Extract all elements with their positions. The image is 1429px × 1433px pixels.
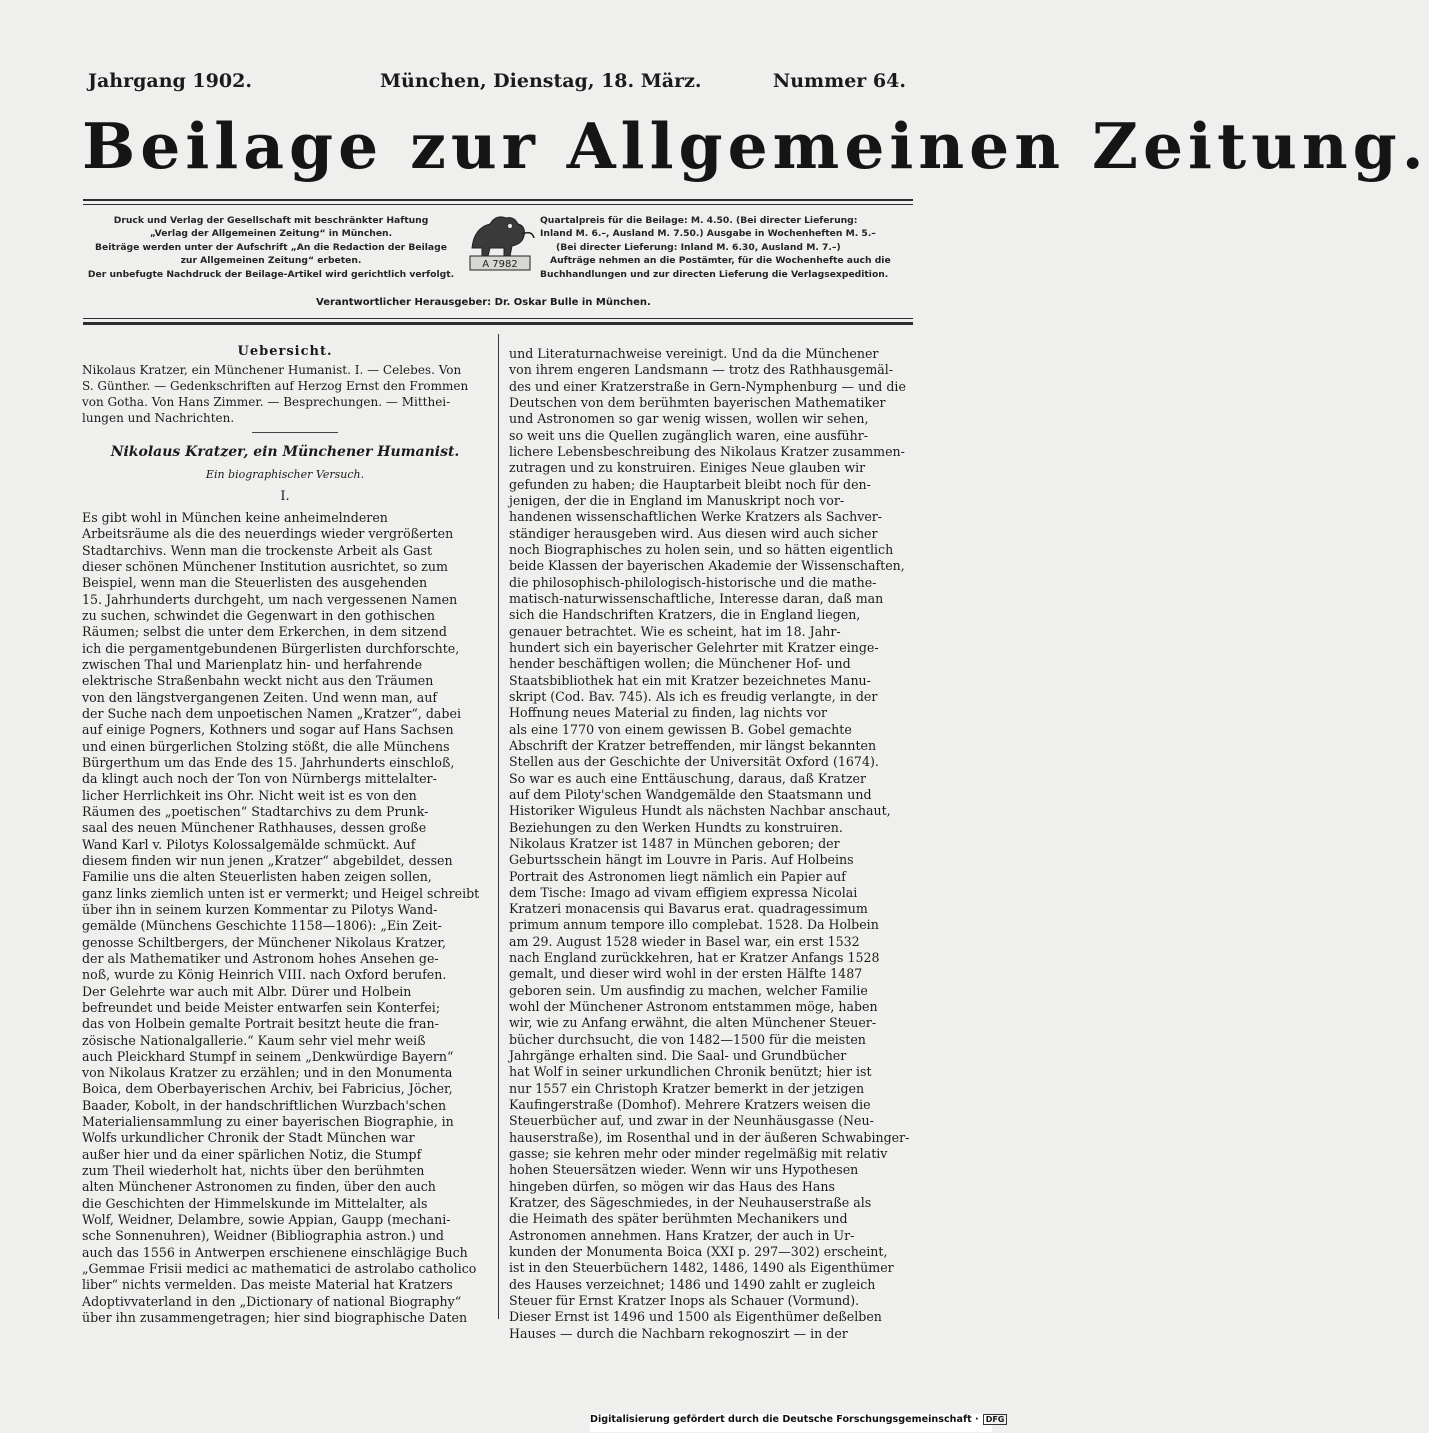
text-line: hundert sich ein bayerischer Gelehrter mit Kratzer einge- [509, 639, 879, 655]
text-line: des und einer Kratzerstraße in Gern-Nymphenburg — und die [509, 378, 906, 394]
text-line: zösische Nationalgallerie.“ Kaum sehr viel mehr weiß [82, 1032, 426, 1048]
text-line: handenen wissenschaftlichen Werke Kratzers als Sachver- [509, 509, 883, 525]
text-line: nach England zurückkehren, hat er Kratzer Anfangs 1528 [509, 950, 880, 966]
text-line: von ihrem engeren Landsmann — trotz des Rathhausgemäl- [509, 362, 894, 378]
masthead-title: Beilage zur Allgemeinen Zeitung. [82, 109, 1429, 183]
text-line: ganz links ziemlich unten ist er vermerkt; und Heigel schreibt [82, 885, 480, 901]
info-line: Der unbefugte Nachdruck der Beilage-Artikel wird gerichtlich verfolgt. [87, 268, 455, 280]
responsible-editor: Verantwortlicher Herausgeber: Dr. Oskar Bulle in München. [316, 297, 651, 308]
text-line: Deutschen von dem berühmten bayerischen Mathematiker [509, 394, 886, 410]
publisher-info-left [82, 214, 460, 281]
text-line: Nikolaus Kratzer ist 1487 in München geboren; der [509, 835, 840, 851]
text-line: Beispiel, wenn man die Steuerlisten des ausgehenden [82, 575, 428, 591]
text-line: dieser schönen Münchener Institution ausrichtet, so zum [82, 558, 448, 574]
text-line: noch Biographisches zu holen sein, und so hätten eigentlich [509, 541, 894, 557]
text-line: Hoffnung neues Material zu finden, lag nichts vor [509, 705, 828, 721]
issue-header [88, 70, 906, 96]
text-line: auf dem Piloty'schen Wandgemälde den Staatsmann und [509, 786, 872, 802]
text-line: gemalt, und dieser wird wohl in der ersten Hälfte 1487 [509, 966, 863, 982]
text-line: Wolfs urkundlicher Chronik der Stadt München war [82, 1130, 415, 1146]
text-line: wir, wie zu Anfang erwähnt, die alten Münchener Steuer- [509, 1015, 877, 1031]
text-line: alten Münchener Astronomen zu finden, über den auch [82, 1179, 436, 1195]
text-line: beide Klassen der bayerischen Akademie der Wissenschaften, [509, 558, 905, 574]
text-line: wohl der Münchener Astronom entstammen möge, haben [509, 999, 878, 1015]
text-line: „Gemmae Frisii medici ac mathematici de astrolabo catholico [82, 1261, 477, 1277]
text-line: Steuer für Ernst Kratzer Inops als Schauer (Vormund). [509, 1293, 860, 1309]
issue-number: Nummer 64. [772, 70, 906, 92]
volume-year: Jahrgang 1902. [88, 70, 252, 92]
text-line: Baader, Kobolt, in der handschriftlichen Wurzbach'schen [82, 1097, 447, 1113]
text-line: elektrische Straßenbahn weckt nicht aus den Träumen [82, 673, 434, 689]
text-line: und Literaturnachweise vereinigt. Und da die Münchener [509, 346, 879, 361]
text-line: Stadtarchivs. Wenn man die trockenste Arbeit als Gast [82, 542, 433, 558]
text-line: auch Pleickhard Stumpf in seinem „Denkwürdige Bayern“ [82, 1048, 454, 1064]
article-column-left [82, 510, 488, 1326]
text-line: geboren sein. Um ausfindig zu machen, welcher Familie [509, 982, 868, 998]
overview-contents [82, 362, 488, 426]
info-line: Beiträge werden unter der Aufschrift „An die Redaction der Beilage [95, 241, 447, 253]
masthead-rule-thick [83, 199, 913, 201]
text-line: am 29. August 1528 wieder in Basel war, ein erst 1532 [509, 933, 860, 949]
text-line: hender beschäftigen wollen; die Münchener Hof- und [509, 656, 851, 672]
info-line: Inland M. 6.–, Ausland M. 7.50.) Ausgabe in Wochenheften M. 5.– [540, 228, 876, 240]
text-line: ich die pergamentgebundenen Bürgerlisten durchforschte, [82, 640, 460, 656]
text-line: außer hier und da einer spärlichen Notiz, die Stumpf [82, 1146, 422, 1162]
text-line: Der Gelehrte war auch mit Albr. Dürer und Holbein [82, 983, 412, 999]
text-line: Portrait des Astronomen liegt nämlich ein Papier auf [509, 868, 846, 884]
text-line: genauer betrachtet. Wie es scheint, hat im 18. Jahr- [509, 623, 841, 639]
overview-heading: Uebersicht. [237, 344, 333, 359]
text-line: primum annum tempore illo complebat. 1528. Da Holbein [509, 917, 879, 933]
text-line: Räumen des „poetischen“ Stadtarchivs zu dem Prunk- [82, 803, 429, 819]
text-line: da klingt auch noch der Ton von Nürnbergs mittelalter- [82, 771, 437, 787]
text-line: Stellen aus der Geschichte der Universität Oxford (1674). [509, 754, 879, 770]
text-line: Räumen; selbst die unter dem Erkerchen, in dem sitzend [82, 624, 447, 640]
text-line: Familie uns die alten Steuerlisten haben zeigen sollen, [82, 869, 432, 885]
text-line: Abschrift der Kratzer betreffenden, mir längst bekannten [509, 737, 877, 753]
text-line: zum Theil wiederholt hat, nichts über den berühmten [82, 1163, 425, 1179]
text-line: ständiger herausgeben wird. Aus diesen wird auch sicher [509, 525, 878, 541]
text-line: hohen Steuersätzen wieder. Wenn wir uns Hypothesen [509, 1162, 859, 1178]
text-line: So war es auch eine Enttäuschung, daraus, daß Kratzer [509, 770, 867, 786]
text-line: liber“ nichts vermelden. Das meiste Material hat Kratzers [82, 1277, 453, 1293]
text-line: genosse Schiltbergers, der Münchener Nikolaus Kratzer, [82, 934, 446, 950]
subscription-info-right [540, 214, 916, 281]
text-line: Astronomen annehmen. Hans Kratzer, der auch in Ur- [509, 1227, 855, 1243]
text-line: von den längstvergangenen Zeiten. Und wenn man, auf [82, 689, 438, 705]
text-line: Steuerbücher auf, und zwar in der Neunhäusgasse (Neu- [509, 1113, 874, 1129]
text-line: und einen bürgerlichen Stolzing stößt, die alle Münchens [82, 738, 450, 754]
footer-text: Digitalisierung gefördert durch die Deutsche Forschungsgemeinschaft · [590, 1414, 979, 1425]
header-rule-thick [83, 322, 913, 325]
text-line: Beziehungen zu den Werken Hundts zu konstruiren. [509, 819, 843, 835]
text-line: Adoptivvaterland in den „Dictionary of national Biography“ [82, 1293, 462, 1309]
text-line: nur 1557 ein Christoph Kratzer bemerkt in der jetzigen [509, 1080, 865, 1096]
masthead-rule-thin [83, 204, 913, 205]
text-line: Staatsbibliothek hat ein mit Kratzer bezeichnetes Manu- [509, 672, 871, 688]
text-line: saal des neuen Münchener Rathhauses, dessen große [82, 820, 427, 836]
text-line: Historiker Wiguleus Hundt als nächsten Nachbar anschaut, [509, 803, 891, 819]
text-line: Es gibt wohl in München keine anheimelnderen [82, 510, 388, 525]
text-line: von Nikolaus Kratzer zu erzählen; und in den Monumenta [82, 1065, 453, 1081]
text-line: Dieser Ernst ist 1496 und 1500 als Eigenthümer deßelben [509, 1309, 882, 1325]
text-line: Wand Karl v. Pilotys Kolossalgemälde schmückt. Auf [82, 836, 416, 852]
text-line: hat Wolf in seiner urkundlichen Chronik benützt; hier ist [509, 1064, 872, 1080]
text-line: Arbeitsräume als die des neuerdings wieder vergrößerten [82, 526, 454, 542]
text-line: bücher durchsucht, die von 1482—1500 für die meisten [509, 1031, 866, 1047]
text-line: 15. Jahrhunderts durchgeht, um nach vergessenen Namen [82, 591, 458, 607]
emblem-label: A 7982 [482, 259, 518, 270]
text-line: ist in den Steuerbüchern 1482, 1486, 1490 als Eigenthümer [509, 1260, 894, 1276]
text-line: Jahrgänge erhalten sind. Die Saal- und Grundbücher [509, 1048, 847, 1064]
digitization-footer [590, 1414, 1005, 1432]
lion-emblem-icon [462, 208, 538, 274]
text-line: des Hauses verzeichnet; 1486 und 1490 zahlt er zugleich [509, 1276, 876, 1292]
text-line: Boica, dem Oberbayerischen Archiv, bei Fabricius, Jöcher, [82, 1081, 453, 1097]
header-rule-thin [83, 318, 913, 319]
text-line: als eine 1770 von einem gewissen B. Gobel gemachte [509, 721, 852, 737]
text-line: über ihn in seinem kurzen Kommentar zu Pilotys Wand- [82, 901, 438, 917]
text-line: noß, wurde zu König Heinrich VIII. nach Oxford berufen. [82, 967, 447, 983]
text-line: der Suche nach dem unpoetischen Namen „Kratzer“, dabei [82, 705, 461, 721]
text-line: zutragen und zu konstruiren. Einiges Neue glauben wir [509, 460, 866, 476]
article-title: Nikolaus Kratzer, ein Münchener Humanist. [110, 444, 460, 460]
article-column-right [509, 346, 915, 1342]
text-line: hauserstraße), im Rosenthal und in der äußeren Schwabinger- [509, 1129, 910, 1145]
text-line: licher Herrlichkeit ins Ohr. Nicht weit ist es von den [82, 787, 417, 803]
text-line: Materialiensammlung zu einer bayerischen Biographie, in [82, 1114, 454, 1130]
overview-line: lungen und Nachrichten. [82, 411, 235, 425]
info-line: Buchhandlungen und zur directen Lieferung die Verlagsexpedition. [540, 268, 889, 280]
text-line: skript (Cod. Bav. 745). Als ich es freudig verlangte, in der [509, 688, 878, 704]
text-line: befreundet und beide Meister entwarfen sein Konterfei; [82, 999, 441, 1015]
text-line: Kratzeri monacensis qui Bavarus erat. quadragessimum [509, 901, 868, 917]
text-line: so weit uns die Quellen zugänglich waren, eine ausführ- [509, 427, 868, 443]
text-line: gefunden zu haben; die Hauptarbeit bleibt noch für den- [509, 476, 871, 492]
text-line: jenigen, der die in England im Manuskript noch vor- [509, 492, 845, 508]
text-line: Kratzer, des Sägeschmiedes, in der Neuhauserstraße als [509, 1195, 872, 1211]
text-line: zu suchen, schwindet die Gegenwart in den gothischen [82, 607, 436, 623]
overview-line: S. Günther. — Gedenkschriften auf Herzog Ernst den Frommen [82, 379, 469, 393]
text-line: Kaufingerstraße (Domhof). Mehrere Kratzers weisen die [509, 1097, 871, 1113]
info-line: Aufträge nehmen an die Postämter, für die Wochenhefte auch die [550, 255, 891, 267]
text-line: der als Mathematiker und Astronom hohes Ansehen ge- [82, 950, 439, 966]
text-line: Bürgerthum um das Ende des 15. Jahrhunderts einschloß, [82, 754, 455, 770]
text-line: über ihn zusammengetragen; hier sind biographische Daten [82, 1310, 468, 1326]
text-line: das von Holbein gemalte Portrait besitzt heute die fran- [82, 1016, 439, 1032]
text-line: gasse; sie kehren mehr oder minder regelmäßig mit relativ [509, 1146, 888, 1162]
info-line: Druck und Verlag der Gesellschaft mit beschränkter Haftung [113, 215, 429, 226]
dfg-logo: DFG [983, 1414, 1008, 1425]
text-line: Wolf, Weidner, Delambre, sowie Appian, Gaupp (mechani- [82, 1212, 451, 1228]
article-part-number: I. [280, 489, 290, 504]
text-line: sich die Handschriften Kratzers, die in England liegen, [509, 607, 861, 623]
place-date: München, Dienstag, 18. März. [380, 70, 702, 92]
overview-line: von Gotha. Von Hans Zimmer. — Besprechungen. — Mitthei- [82, 395, 451, 409]
text-line: gemälde (Münchens Geschichte 1158—1806): „Ein Zeit- [82, 918, 442, 934]
text-line: und Astronomen so gar wenig wissen, wollen wir sehen, [509, 411, 869, 427]
column-divider [498, 334, 499, 1319]
text-line: sche Sonnenuhren), Weidner (Bibliographia astron.) und [82, 1228, 444, 1244]
text-line: diesem finden wir nun jenen „Kratzer“ abgebildet, dessen [82, 852, 453, 868]
text-line: Hauses — durch die Nachbarn rekognoszirt — in der [509, 1325, 848, 1341]
text-line: hingeben dürfen, so mögen wir das Haus des Hans [509, 1178, 835, 1194]
text-line: lichere Lebensbeschreibung des Nikolaus Kratzer zusammen- [509, 443, 905, 459]
text-line: auf einige Pogners, Kothners und sogar auf Hans Sachsen [82, 722, 454, 738]
text-line: die Heimath des später berühmten Mechanikers und [509, 1211, 848, 1227]
text-line: die philosophisch-philologisch-historische und die mathe- [509, 574, 877, 590]
info-line: „Verlag der Allgemeinen Zeitung“ in München. [149, 228, 393, 240]
info-line: zur Allgemeinen Zeitung“ erbeten. [180, 255, 362, 267]
text-line: zwischen Thal und Marienplatz hin- und herfahrende [82, 656, 423, 672]
article-subtitle: Ein biographischer Versuch. [205, 468, 365, 481]
text-line: auch das 1556 in Antwerpen erschienene einschlägige Buch [82, 1244, 468, 1260]
section-divider [252, 432, 338, 433]
text-line: dem Tische: Imago ad vivam effigiem expressa Nicolai [509, 884, 858, 900]
text-line: matisch-naturwissenschaftliche, Interesse daran, daß man [509, 590, 884, 606]
text-line: die Geschichten der Himmelskunde im Mittelalter, als [82, 1195, 428, 1211]
text-line: Geburtsschein hängt im Louvre in Paris. Auf Holbeins [509, 852, 854, 868]
info-line: (Bei directer Lieferung: Inland M. 6.30, Ausland M. 7.–) [556, 241, 841, 253]
text-line: kunden der Monumenta Boica (XXI p. 297—302) erscheint, [509, 1244, 888, 1260]
info-line: Quartalpreis für die Beilage: M. 4.50. (Bei directer Lieferung: [540, 215, 858, 226]
overview-line: Nikolaus Kratzer, ein Münchener Humanist. I. — Celebes. Von [82, 363, 462, 377]
